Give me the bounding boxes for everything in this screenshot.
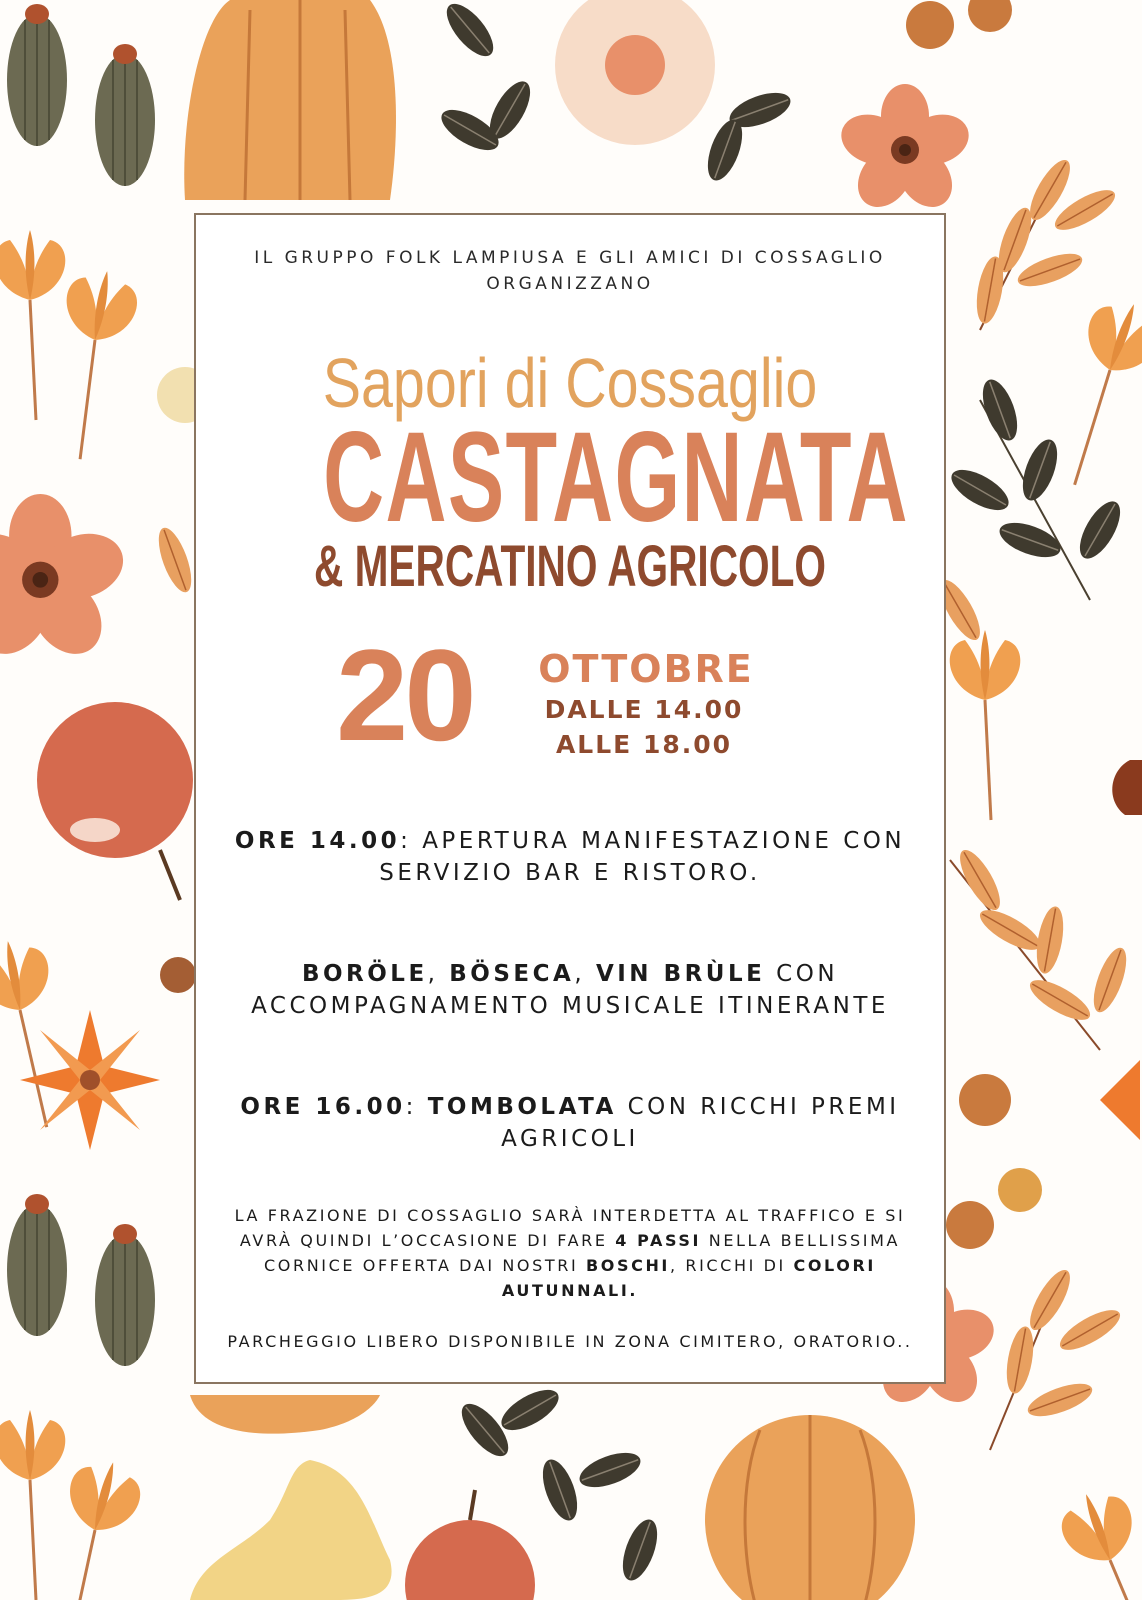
note-highlight: BOSCHI [585, 1256, 670, 1275]
title-mercatino: & MERCATINO AGRICOLO [314, 534, 826, 599]
hazelnut-icon [160, 957, 196, 993]
note-text: LA FRAZIONE DI COSSAGLIO SARÀ INTERDETTA AL TRAFFICO E SI AVRÀ QUINDI L’OCCASIONE DI FARE [234, 1206, 906, 1250]
program-item-food [216, 958, 924, 1022]
cocoa-pod-icon [95, 1224, 155, 1366]
program-event: TOMBOLATA [427, 1094, 617, 1120]
food-vin-brule: VIN BRÙLE [595, 961, 766, 987]
separator: , [427, 961, 450, 987]
apple-icon [405, 1520, 535, 1600]
food-borole: BORÖLE [301, 961, 428, 987]
program-time: ORE 16.00 [240, 1094, 406, 1120]
end-time: ALLE 18.00 [555, 730, 733, 759]
note-text: , RICCHI DI [670, 1256, 794, 1275]
note-highlight: COLORI AUTUNNALI. [501, 1256, 876, 1300]
flower-icon [0, 494, 132, 668]
event-card [194, 213, 946, 1384]
flower-icon [0, 230, 65, 420]
flower-icon [950, 630, 1021, 820]
event-day: 20 [336, 622, 473, 768]
title-castagnata: CASTAGNATA [323, 406, 909, 549]
separator: , [574, 961, 596, 987]
flower-icon [20, 1010, 160, 1150]
traffic-note [216, 1203, 924, 1303]
pumpkin-icon [184, 0, 396, 200]
cocoa-pod-icon [7, 4, 67, 146]
program-text: APERTURA MANIFESTAZIONE CON SERVIZIO BAR E RISTORO. [379, 828, 906, 886]
separator: : [400, 828, 423, 854]
program-text: CON ACCOMPAGNAMENTO MUSICALE ITINERANTE [251, 961, 889, 1019]
cocoa-pod-icon [7, 1194, 67, 1336]
note-highlight: 4 PASSI [615, 1231, 702, 1250]
leaf-branch-icon [945, 375, 1128, 600]
parking-note: PARCHEGGIO LIBERO DISPONIBILE IN ZONA CIMITERO, ORATORIO.. [227, 1332, 913, 1351]
separator: : [405, 1094, 428, 1120]
event-month: OTTOBRE [538, 647, 754, 691]
start-time: DALLE 14.00 [544, 695, 744, 724]
leaf-branch-icon [972, 155, 1120, 330]
program-item-opening [216, 825, 924, 889]
organizers-text: IL GRUPPO FOLK LAMPIUSA E GLI AMICI DI COSSAGLIO ORGANIZZANO [254, 248, 886, 294]
cocoa-pod-icon [95, 44, 155, 186]
program-time: ORE 14.00 [234, 828, 401, 854]
leaf-branch-icon [950, 845, 1133, 1050]
note-text: NELLA BELLISSIMA CORNICE OFFERTA DAI NOSTRI [264, 1231, 901, 1275]
program-item-tombolata [216, 1091, 924, 1155]
food-boseca: BÖSECA [449, 961, 575, 987]
pear-icon [190, 1460, 392, 1600]
program-text: CON RICCHI PREMI AGRICOLI [501, 1094, 900, 1152]
flower-icon [835, 84, 975, 218]
title-sapori: Sapori di Cossaglio [322, 344, 818, 422]
leaf-branch-icon [990, 1265, 1125, 1450]
